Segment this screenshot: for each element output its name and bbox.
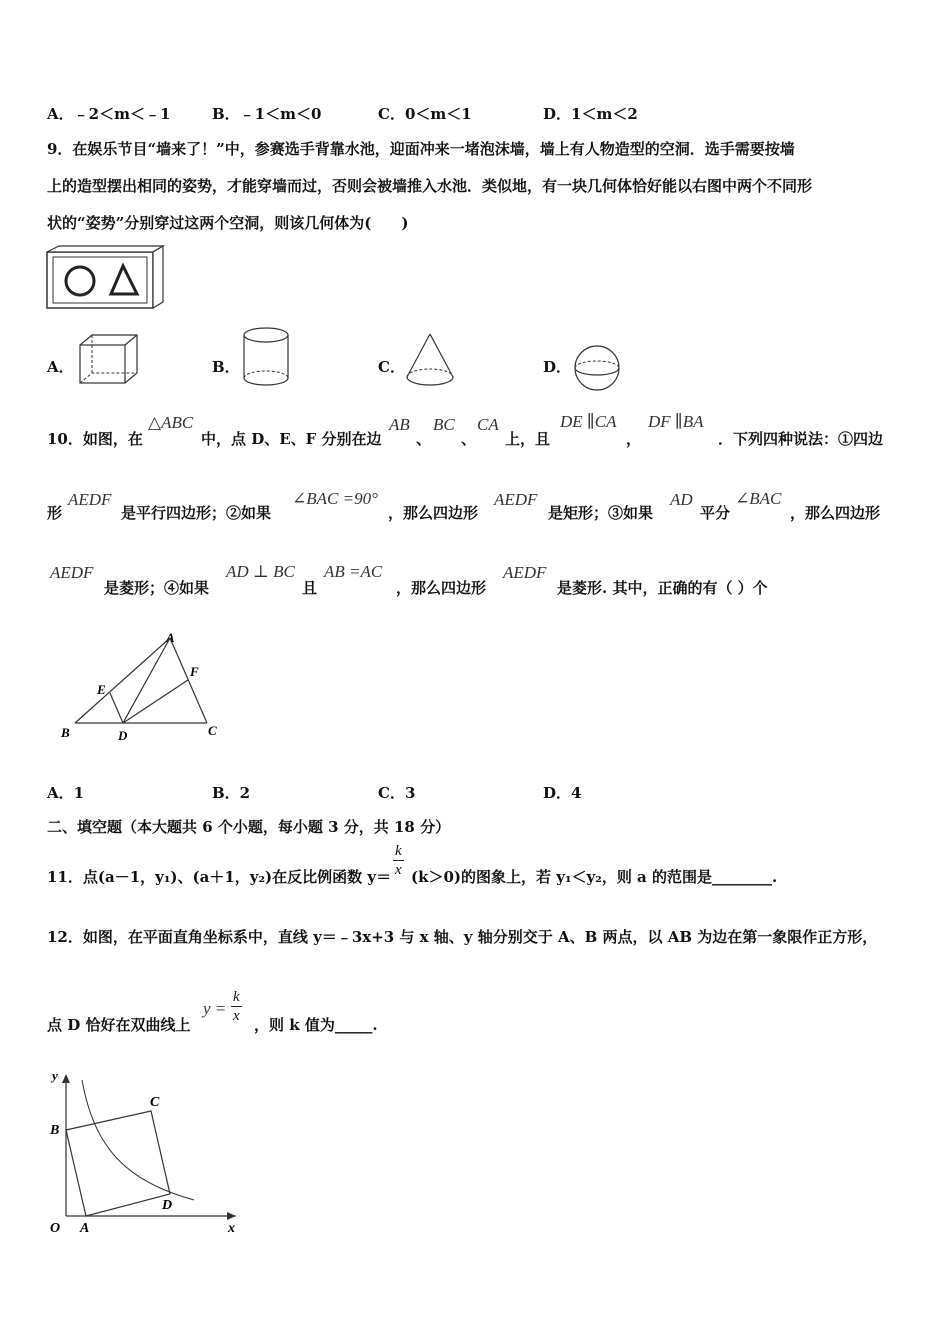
x-axis-label: x	[228, 1221, 235, 1236]
cube-icon	[78, 333, 140, 385]
sphere-icon	[571, 344, 623, 392]
math-bc: BC	[433, 415, 455, 434]
point-b-label: B	[61, 725, 70, 740]
q9-option-a: A．	[47, 358, 74, 376]
point-f-label: F	[190, 664, 199, 679]
point-d-label: D	[162, 1198, 173, 1213]
math-aedf-2: AEDF	[494, 490, 538, 509]
q9-line-1: 9．在娱乐节目“墙来了！”中，参赛选手背靠水池，迎面冲来一堵泡沫墙，墙上有人物造型的空洞．选手需要按墙	[47, 140, 795, 158]
cylinder-icon	[241, 326, 291, 388]
point-d-label: D	[118, 728, 128, 743]
q9-line-2: 上的造型摆出相同的姿势，才能穿墙而过，否则会被墙推入水池．类似地，有一块几何体恰好能以右图中两个不同形	[47, 177, 813, 195]
math-de-parallel-ca: DE ∥CA	[560, 412, 617, 431]
q9-option-d: D．	[543, 358, 572, 376]
q10-text-14: 是菱形. 其中，正确的有（ ）个	[557, 579, 768, 597]
math-angle-bac-90: ∠BAC =90°	[292, 489, 378, 508]
math-aedf-1: AEDF	[68, 490, 112, 509]
q12-text-post: ，则 k 值为_____.	[254, 1016, 378, 1034]
q10-text-4: ．下列四种说法：①四边	[718, 430, 884, 448]
math-aedf-4: AEDF	[503, 563, 547, 582]
q11-text-pre: 11．点(a－1，y₁)、(a＋1，y₂)在反比例函数 y＝	[47, 868, 392, 886]
q10-text-6: 是平行四边形；②如果	[121, 504, 272, 522]
q8-option-c: C．0＜m＜1	[378, 105, 472, 123]
q10-text-1: 10．如图，在	[47, 430, 143, 448]
q11-text-post: (k＞0)的图象上，若 y₁＜y₂，则 a 的范围是________.	[411, 868, 778, 886]
math-aedf-3: AEDF	[50, 563, 94, 582]
q8-option-b: B．﹣1＜m＜0	[212, 105, 322, 123]
q10-text-5: 形	[47, 504, 63, 522]
q10-text-12: 且	[302, 579, 318, 597]
q9-option-b: B．	[212, 358, 240, 376]
q10-option-c: C．3	[378, 784, 416, 802]
math-ad: AD	[670, 490, 693, 509]
point-e-label: E	[97, 682, 106, 697]
q9-option-c: C．	[378, 358, 405, 376]
math-angle-bac: ∠BAC	[735, 489, 782, 508]
q10-text-2: 中，点 D、E、F 分别在边	[201, 430, 382, 448]
circle-hole-icon	[66, 267, 94, 295]
q11-frac-den: x	[395, 862, 402, 878]
math-ab: AB	[389, 415, 410, 434]
point-c-label: C	[208, 723, 217, 738]
q10-option-d: D．4	[543, 784, 582, 802]
q12-frac-num: k	[233, 989, 240, 1005]
q10-text-8: 是矩形；③如果	[548, 504, 654, 522]
q11-fraction	[393, 842, 404, 879]
q10-text-13: ，那么四边形	[396, 579, 487, 597]
q10-text-3: 上，且	[505, 430, 551, 448]
q8-option-d: D．1＜m＜2	[543, 105, 638, 123]
point-b-label: B	[50, 1123, 60, 1138]
math-ad-perp-bc: AD ⊥ BC	[226, 562, 295, 581]
q12-lhs: y =	[203, 999, 227, 1018]
q10-text-9: 平分	[700, 504, 731, 522]
wall-holes-figure	[45, 244, 167, 310]
point-a-label: A	[166, 630, 175, 645]
q10-sep-1: 、	[416, 430, 432, 448]
cone-icon	[403, 331, 457, 389]
math-df-parallel-ba: DF ∥BA	[648, 412, 704, 431]
math-triangle-abc: △ABC	[148, 413, 194, 432]
q10-option-a: A．1	[47, 784, 85, 802]
q10-text-10: ，那么四边形	[790, 504, 881, 522]
coordinate-square-figure	[44, 1066, 254, 1238]
point-c-label: C	[150, 1095, 160, 1110]
q10-option-b: B．2	[212, 784, 251, 802]
q10-text-11: 是菱形；④如果	[104, 579, 210, 597]
q12-frac-den: x	[233, 1008, 240, 1024]
q10-sep-2: 、	[461, 430, 477, 448]
q10-text-7: ，那么四边形	[388, 504, 479, 522]
y-axis-label: y	[52, 1068, 58, 1083]
point-a-label: A	[80, 1221, 90, 1236]
q12-fraction	[231, 988, 242, 1025]
q8-option-a: A．﹣2＜m＜﹣1	[47, 105, 171, 123]
q12-line-1: 12．如图，在平面直角坐标系中，直线 y＝﹣3x+3 与 x 轴、y 轴分别交于 A、B 两点，以 AB 为边在第一象限作正方形，	[47, 928, 878, 946]
math-ca: CA	[477, 415, 499, 434]
q10-sep-3: ，	[626, 430, 642, 448]
q9-line-3: 状的“姿势”分别穿过这两个空洞，则该几何体为( )	[47, 214, 409, 232]
section-2-heading: 二、填空题（本大题共 6 个小题，每小题 3 分，共 18 分）	[47, 818, 451, 836]
q12-text-pre: 点 D 恰好在双曲线上	[47, 1016, 191, 1034]
origin-label: O	[50, 1221, 61, 1236]
math-ab-eq-ac: AB =AC	[324, 562, 383, 581]
q11-frac-num: k	[395, 843, 402, 859]
triangle-aedf-figure	[55, 628, 225, 748]
